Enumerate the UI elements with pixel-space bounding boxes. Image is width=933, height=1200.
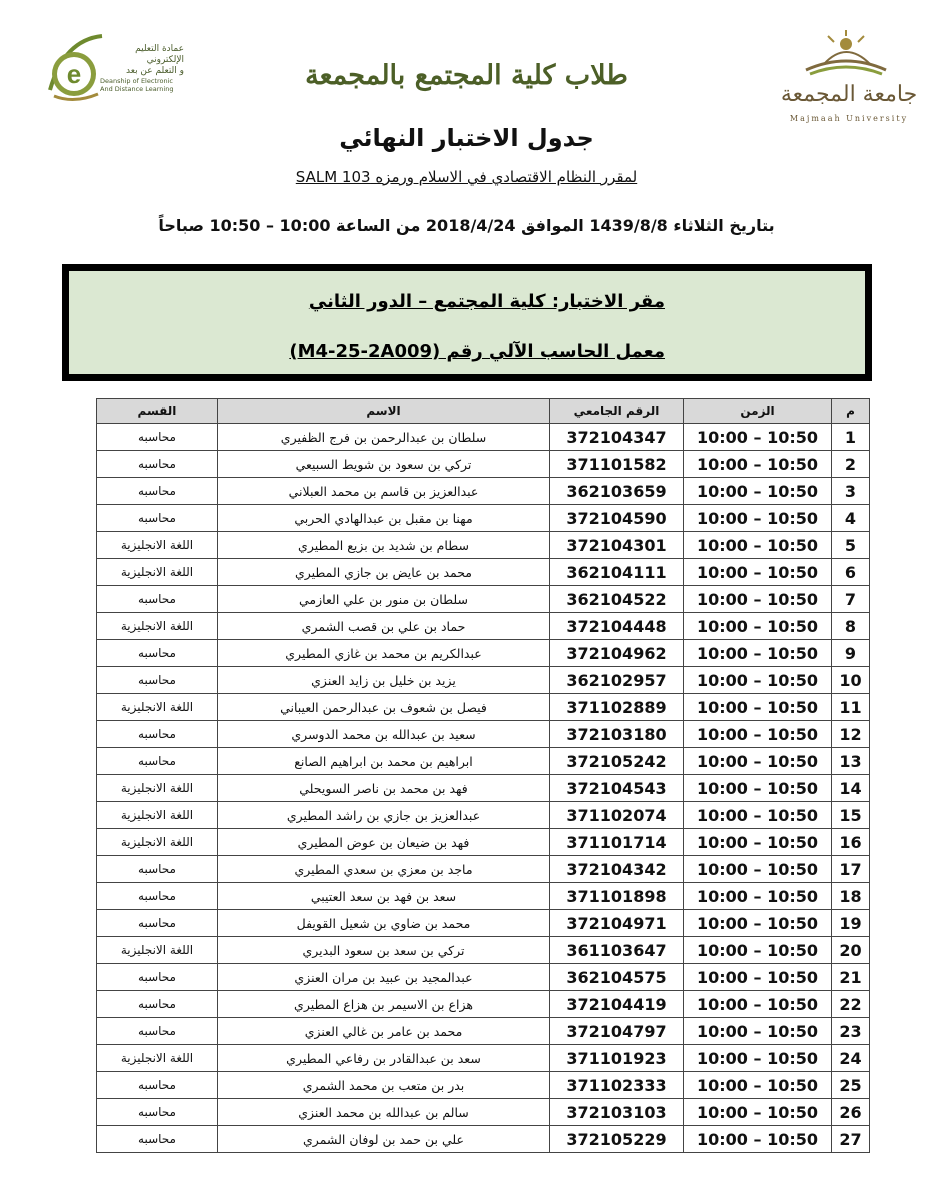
row-index: 5 [832, 532, 870, 559]
row-student-id: 372104419 [550, 991, 684, 1018]
deanship-line-3: و التعلم عن بعد [126, 66, 184, 76]
table-body [97, 424, 870, 1153]
row-index: 6 [832, 559, 870, 586]
row-student-name: سعد بن فهد بن سعد العتيبي [218, 883, 550, 910]
table-row [97, 856, 870, 883]
row-time: 10:00 – 10:50 [684, 1099, 832, 1126]
row-index: 26 [832, 1099, 870, 1126]
row-student-name: سطام بن شديد بن بزيع المطيري [218, 532, 550, 559]
row-time: 10:00 – 10:50 [684, 694, 832, 721]
table-row [97, 1099, 870, 1126]
table-row [97, 451, 870, 478]
row-index: 10 [832, 667, 870, 694]
row-student-name: حماد بن علي بن قصب الشمري [218, 613, 550, 640]
row-department: اللغة الانجليزية [97, 694, 218, 721]
row-index: 27 [832, 1126, 870, 1153]
table-row [97, 640, 870, 667]
row-student-id: 372104342 [550, 856, 684, 883]
row-department: محاسبه [97, 1018, 218, 1045]
table-row [97, 910, 870, 937]
table-row [97, 775, 870, 802]
row-student-name: ابراهيم بن محمد بن ابراهيم الصانع [218, 748, 550, 775]
table-row [97, 478, 870, 505]
row-index: 17 [832, 856, 870, 883]
col-header-index: م [832, 399, 870, 424]
row-student-name: محمد بن ضاوي بن شعيل القويفل [218, 910, 550, 937]
table-row [97, 1126, 870, 1153]
row-time: 10:00 – 10:50 [684, 424, 832, 451]
row-department: محاسبه [97, 586, 218, 613]
row-student-id: 362104522 [550, 586, 684, 613]
row-student-id: 372104590 [550, 505, 684, 532]
row-time: 10:00 – 10:50 [684, 829, 832, 856]
row-student-id: 372103103 [550, 1099, 684, 1126]
svg-text:e: e [66, 59, 82, 89]
course-line: لمقرر النظام الاقتصادي في الاسلام ورمزه SALM 103 [295, 168, 638, 186]
row-student-name: سالم بن عبدالله بن محمد العنزي [218, 1099, 550, 1126]
col-header-name: الاسم [218, 399, 550, 424]
row-student-name: سلطان بن عبدالرحمن بن فرج الظفيري [218, 424, 550, 451]
row-time: 10:00 – 10:50 [684, 1045, 832, 1072]
row-student-name: فيصل بن شعوف بن عبدالرحمن العيباني [218, 694, 550, 721]
row-index: 8 [832, 613, 870, 640]
row-student-name: سعيد بن عبدالله بن محمد الدوسري [218, 721, 550, 748]
row-index: 2 [832, 451, 870, 478]
row-student-id: 371102074 [550, 802, 684, 829]
row-time: 10:00 – 10:50 [684, 856, 832, 883]
student-table [96, 398, 870, 1153]
row-student-name: فهد بن محمد بن ناصر السويحلي [218, 775, 550, 802]
row-student-name: هزاع بن الاسيمر بن هزاع المطيري [218, 991, 550, 1018]
table-row [97, 667, 870, 694]
row-time: 10:00 – 10:50 [684, 937, 832, 964]
row-index: 14 [832, 775, 870, 802]
row-student-id: 371101582 [550, 451, 684, 478]
row-department: اللغة الانجليزية [97, 829, 218, 856]
row-time: 10:00 – 10:50 [684, 991, 832, 1018]
row-department: محاسبه [97, 640, 218, 667]
table-row [97, 424, 870, 451]
row-student-name: يزيد بن خليل بن زايد العنزي [218, 667, 550, 694]
table-row [97, 1018, 870, 1045]
university-name-en: Majmaah University [789, 114, 909, 123]
deanship-line-en-2: And Distance Learning [100, 85, 174, 93]
row-department: اللغة الانجليزية [97, 937, 218, 964]
row-index: 24 [832, 1045, 870, 1072]
deanship-line-en-1: Deanship of Electronic [100, 77, 173, 85]
row-time: 10:00 – 10:50 [684, 802, 832, 829]
venue-box [62, 264, 872, 381]
row-department: اللغة الانجليزية [97, 802, 218, 829]
row-department: محاسبه [97, 424, 218, 451]
row-index: 13 [832, 748, 870, 775]
row-student-id: 371101714 [550, 829, 684, 856]
row-time: 10:00 – 10:50 [684, 613, 832, 640]
row-department: محاسبه [97, 964, 218, 991]
row-student-name: تركي بن سعود بن شويط السبيعي [218, 451, 550, 478]
col-header-id: الرقم الجامعي [550, 399, 684, 424]
row-student-id: 362102957 [550, 667, 684, 694]
row-time: 10:00 – 10:50 [684, 559, 832, 586]
row-time: 10:00 – 10:50 [684, 532, 832, 559]
row-time: 10:00 – 10:50 [684, 964, 832, 991]
row-department: محاسبه [97, 883, 218, 910]
row-department: محاسبه [97, 748, 218, 775]
row-student-name: محمد بن عامر بن غالي العنزي [218, 1018, 550, 1045]
row-student-id: 362104575 [550, 964, 684, 991]
row-index: 11 [832, 694, 870, 721]
row-student-name: عبدالمجيد بن عبيد بن مران العنزي [218, 964, 550, 991]
table-row [97, 559, 870, 586]
row-student-name: عبدالعزيز بن جازي بن راشد المطيري [218, 802, 550, 829]
row-department: محاسبه [97, 667, 218, 694]
row-student-id: 361103647 [550, 937, 684, 964]
row-time: 10:00 – 10:50 [684, 883, 832, 910]
row-index: 18 [832, 883, 870, 910]
row-index: 4 [832, 505, 870, 532]
row-student-id: 372104797 [550, 1018, 684, 1045]
row-time: 10:00 – 10:50 [684, 910, 832, 937]
row-student-name: تركي بن سعد بن سعود البديري [218, 937, 550, 964]
row-index: 1 [832, 424, 870, 451]
row-time: 10:00 – 10:50 [684, 1072, 832, 1099]
row-index: 3 [832, 478, 870, 505]
table-row [97, 532, 870, 559]
row-department: محاسبه [97, 478, 218, 505]
table-row [97, 748, 870, 775]
row-department: محاسبه [97, 451, 218, 478]
row-department: محاسبه [97, 1099, 218, 1126]
row-index: 23 [832, 1018, 870, 1045]
table-row [97, 694, 870, 721]
row-student-id: 371102333 [550, 1072, 684, 1099]
row-index: 12 [832, 721, 870, 748]
row-student-id: 362104111 [550, 559, 684, 586]
table-row [97, 721, 870, 748]
row-student-name: فهد بن ضيعان بن عوض المطيري [218, 829, 550, 856]
row-student-id: 372104448 [550, 613, 684, 640]
row-department: اللغة الانجليزية [97, 775, 218, 802]
row-index: 20 [832, 937, 870, 964]
row-student-id: 371101923 [550, 1045, 684, 1072]
row-student-id: 372104962 [550, 640, 684, 667]
row-student-name: عبدالكريم بن محمد بن غازي المطيري [218, 640, 550, 667]
row-department: محاسبه [97, 910, 218, 937]
table-row [97, 1045, 870, 1072]
row-time: 10:00 – 10:50 [684, 451, 832, 478]
row-department: اللغة الانجليزية [97, 559, 218, 586]
table-row [97, 505, 870, 532]
row-student-id: 372104543 [550, 775, 684, 802]
row-time: 10:00 – 10:50 [684, 640, 832, 667]
row-department: اللغة الانجليزية [97, 613, 218, 640]
university-name-ar: جامعة المجمعة [780, 82, 918, 107]
row-index: 16 [832, 829, 870, 856]
row-department: محاسبه [97, 1072, 218, 1099]
row-student-id: 372103180 [550, 721, 684, 748]
row-index: 7 [832, 586, 870, 613]
row-student-id: 362103659 [550, 478, 684, 505]
row-student-id: 372105242 [550, 748, 684, 775]
row-student-id: 372104347 [550, 424, 684, 451]
row-student-id: 372104971 [550, 910, 684, 937]
table-row [97, 991, 870, 1018]
row-index: 9 [832, 640, 870, 667]
table-row [97, 802, 870, 829]
table-row [97, 613, 870, 640]
row-department: محاسبه [97, 1126, 218, 1153]
row-student-name: ماجد بن معزي بن سعدي المطيري [218, 856, 550, 883]
row-time: 10:00 – 10:50 [684, 505, 832, 532]
row-time: 10:00 – 10:50 [684, 721, 832, 748]
col-header-time: الزمن [684, 399, 832, 424]
venue-location: مقر الاختبار: كلية المجتمع – الدور الثاني [308, 291, 665, 312]
page-subtitle: جدول الاختبار النهائي [339, 124, 594, 152]
row-time: 10:00 – 10:50 [684, 748, 832, 775]
row-department: محاسبه [97, 721, 218, 748]
venue-lab: معمل الحاسب الآلي رقم (M4-25-2A009) [289, 341, 665, 362]
row-student-name: عبدالعزيز بن قاسم بن محمد العبلاني [218, 478, 550, 505]
table-row [97, 829, 870, 856]
row-student-id: 372105229 [550, 1126, 684, 1153]
row-time: 10:00 – 10:50 [684, 667, 832, 694]
table-header-row [97, 399, 870, 424]
date-line: بتاريخ الثلاثاء 1439/8/8 الموافق 2018/4/24 من الساعة 10:00 – 10:50 صباحاً [158, 216, 775, 235]
table-row [97, 586, 870, 613]
page-title: طلاب كلية المجتمع بالمجمعة [305, 60, 628, 91]
row-department: محاسبه [97, 856, 218, 883]
row-index: 22 [832, 991, 870, 1018]
row-student-name: علي بن حمد بن لوفان الشمري [218, 1126, 550, 1153]
row-student-id: 371101898 [550, 883, 684, 910]
row-index: 21 [832, 964, 870, 991]
row-department: محاسبه [97, 505, 218, 532]
col-header-dept: القسم [97, 399, 218, 424]
row-department: اللغة الانجليزية [97, 1045, 218, 1072]
row-time: 10:00 – 10:50 [684, 1126, 832, 1153]
table-row [97, 937, 870, 964]
row-time: 10:00 – 10:50 [684, 586, 832, 613]
row-index: 25 [832, 1072, 870, 1099]
table-row [97, 1072, 870, 1099]
row-student-name: محمد بن عايض بن جازي المطيري [218, 559, 550, 586]
row-index: 15 [832, 802, 870, 829]
row-time: 10:00 – 10:50 [684, 775, 832, 802]
row-index: 19 [832, 910, 870, 937]
row-student-name: مهنا بن مقبل بن عبدالهادي الحربي [218, 505, 550, 532]
table-row [97, 883, 870, 910]
row-student-name: سعد بن عبدالقادر بن رفاعي المطيري [218, 1045, 550, 1072]
row-department: اللغة الانجليزية [97, 532, 218, 559]
row-student-name: سلطان بن منور بن علي العازمي [218, 586, 550, 613]
row-time: 10:00 – 10:50 [684, 1018, 832, 1045]
table-row [97, 964, 870, 991]
venue-inner [67, 269, 867, 376]
row-student-id: 371102889 [550, 694, 684, 721]
row-time: 10:00 – 10:50 [684, 478, 832, 505]
deanship-line-1: عمادة التعليم [135, 44, 184, 54]
row-student-name: بدر بن متعب بن محمد الشمري [218, 1072, 550, 1099]
deanship-line-2: الإلكتروني [146, 55, 184, 65]
row-student-id: 372104301 [550, 532, 684, 559]
row-department: محاسبه [97, 991, 218, 1018]
